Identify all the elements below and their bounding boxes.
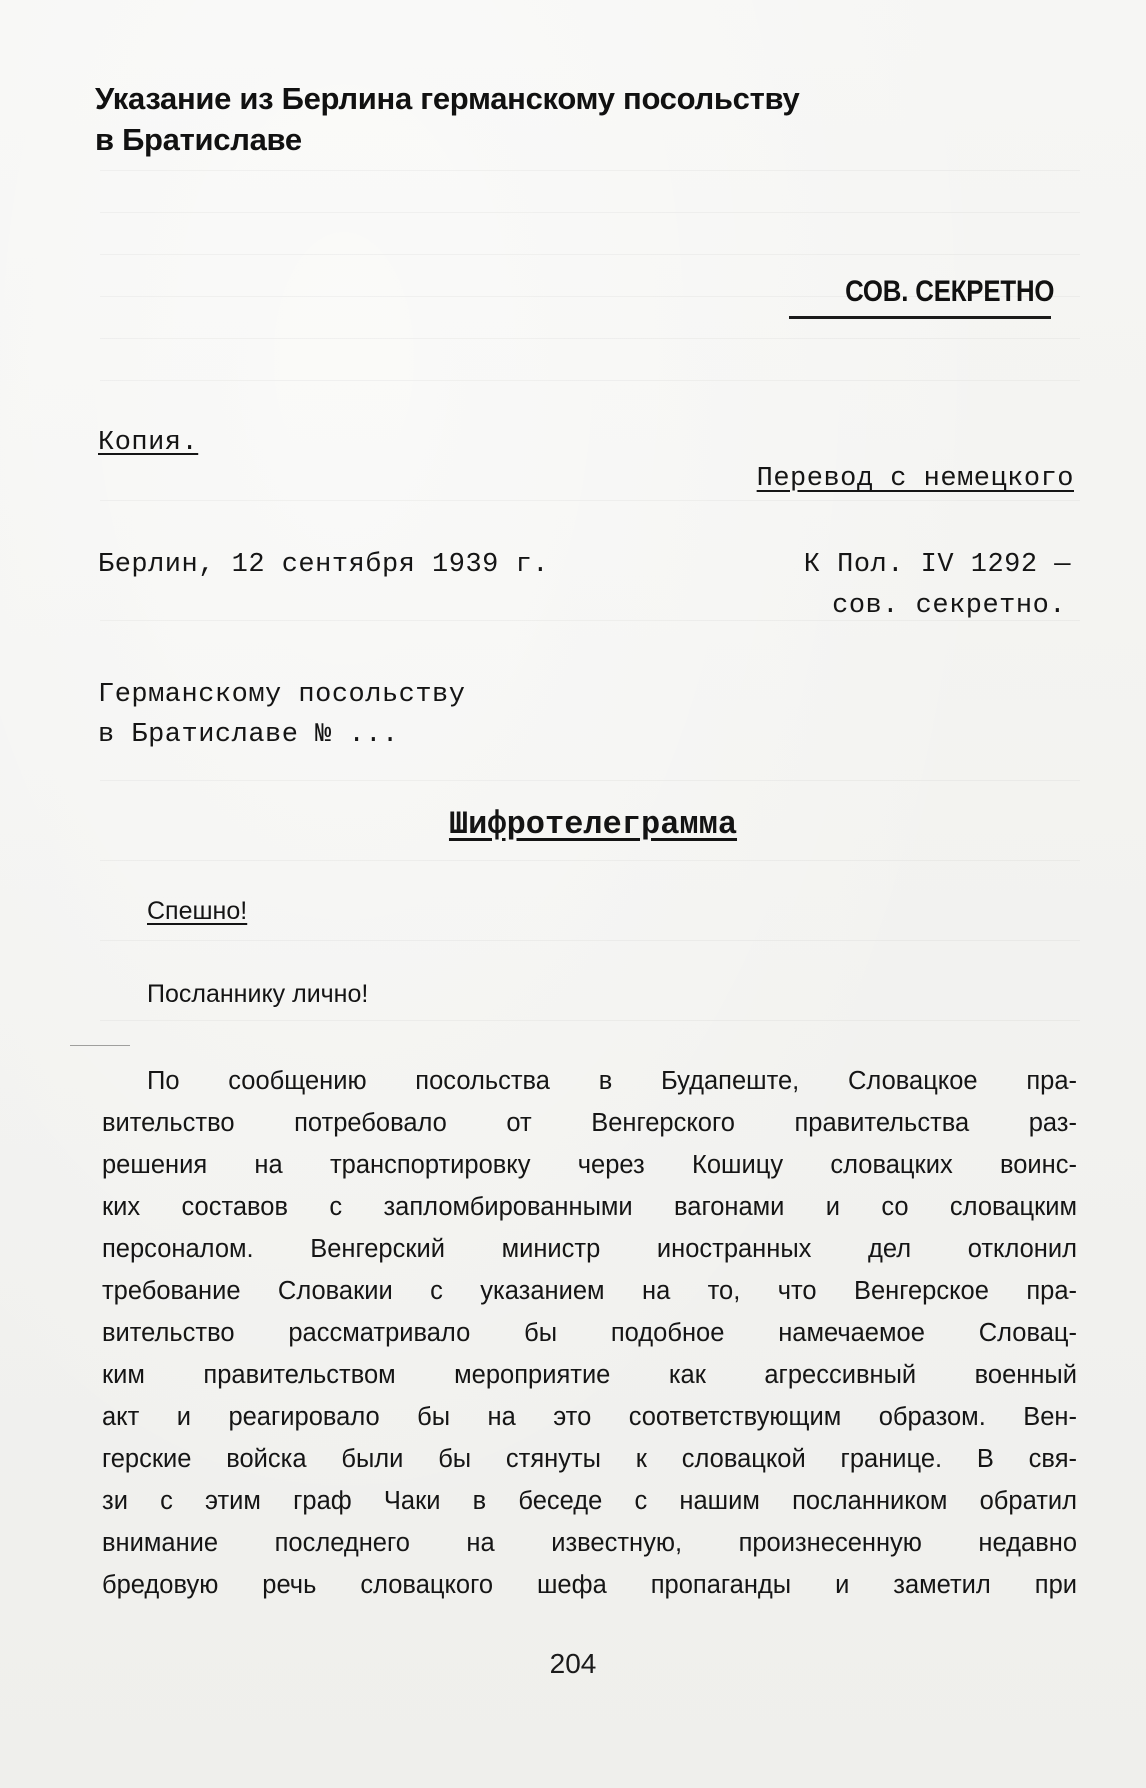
- translation-note: Перевод с немецкого: [756, 464, 1074, 494]
- bleed-line: [100, 780, 1080, 781]
- body-line: бредовую речь словацкого шефа пропаганды и заметил при: [102, 1571, 1077, 1599]
- body-line: акт и реагировало бы на это соответствующим образом. Вен-: [102, 1403, 1077, 1431]
- bleed-line: [100, 860, 1080, 861]
- page-number: 204: [549, 1648, 597, 1679]
- document-title: [95, 78, 1055, 160]
- reference-line-2: сов. секретно.: [832, 591, 1066, 621]
- classification-stamp: СОВ. СЕКРЕТНО: [844, 275, 1054, 308]
- classification-underline: [789, 316, 1051, 319]
- bleed-line: [100, 940, 1080, 941]
- body-line: вительство рассматривало бы подобное намечаемое Словац-: [102, 1319, 1077, 1347]
- body-line: ких составов с запломбированными вагонами и со словацким: [102, 1193, 1077, 1221]
- body-line: вительство потребовало от Венгерского правительства раз-: [102, 1109, 1077, 1137]
- bleed-line: [100, 1020, 1080, 1021]
- margin-mark: [70, 1045, 130, 1046]
- addressee-line-1: Германскому посольству: [98, 680, 466, 710]
- body-line: требование Словакии с указанием на то, что Венгерское пра-: [102, 1277, 1077, 1305]
- body-line: герские войска были бы стянуты к словацкой границе. В свя-: [102, 1445, 1077, 1473]
- bleed-line: [100, 500, 1080, 501]
- reference-line-1: К Пол. IV 1292 —: [803, 550, 1071, 580]
- bleed-line: [100, 170, 1080, 171]
- bleed-line: [100, 380, 1080, 381]
- bleed-line: [100, 338, 1080, 339]
- bleed-line: [100, 212, 1080, 213]
- personal-label: Посланнику лично!: [147, 980, 369, 1008]
- bleed-line: [100, 254, 1080, 255]
- copy-label: Копия.: [98, 428, 199, 458]
- urgent-label: Спешно!: [147, 897, 248, 925]
- title-line-1: Указание из Берлина германскому посольству: [95, 81, 800, 116]
- body-line: По сообщению посольства в Будапеште, Словацкое пра-: [147, 1067, 1077, 1095]
- body-text: [102, 1060, 1077, 1606]
- body-line: зи с этим граф Чаки в беседе с нашим посланником обратил: [102, 1487, 1077, 1515]
- addressee-line-2: в Братиславе № ...: [98, 720, 399, 750]
- cipher-heading-wrapper: [0, 806, 1146, 843]
- title-line-2: в Братиславе: [95, 122, 302, 157]
- body-line: ким правительством мероприятие как агрессивный военный: [102, 1361, 1077, 1389]
- dateline: Берлин, 12 сентября 1939 г.: [98, 550, 549, 580]
- body-line: персоналом. Венгерский министр иностранных дел отклонил: [102, 1235, 1077, 1263]
- body-line: внимание последнего на известную, произнесенную недавно: [102, 1529, 1077, 1557]
- body-line: решения на транспортировку через Кошицу словацких воинс-: [102, 1151, 1077, 1179]
- cipher-heading: Шифротелеграмма: [448, 806, 738, 843]
